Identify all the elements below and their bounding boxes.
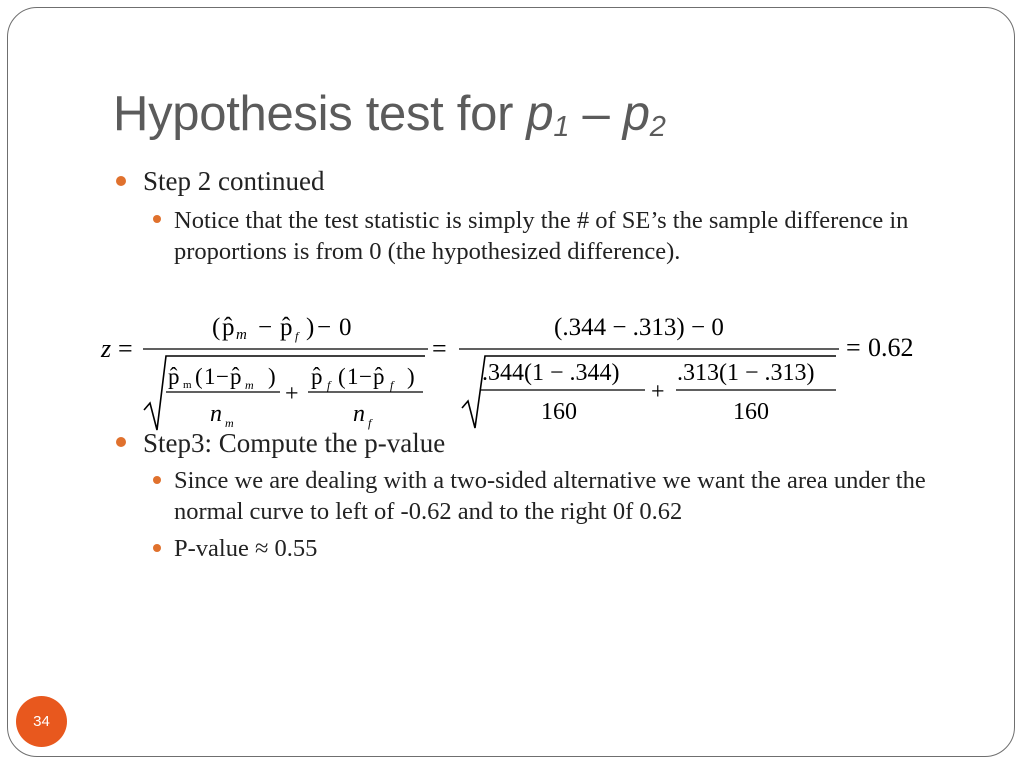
rad3-den: 160 [541, 399, 577, 425]
rad1-sub-m: m [183, 379, 192, 391]
bullet-notice: Notice that the test statistic is simply the # of SE’s the sample difference in proportions is from 0 (the hypothesized difference). [174, 207, 909, 265]
rad-plus-2: + [651, 379, 665, 405]
rad2-lparen: ( [338, 364, 346, 389]
rad2-pf: p̂ [311, 364, 323, 389]
rad1-rparen: ) [268, 364, 276, 389]
rad1-pm-2: p̂ [230, 364, 242, 389]
formula-result: 0.62 [868, 333, 914, 362]
title-dash: – [569, 87, 623, 141]
formula-eq-3: = [846, 333, 861, 362]
formula-eq-1: = [118, 334, 133, 363]
num-zero: 0 [339, 314, 352, 341]
rad1-one: 1 [204, 364, 216, 389]
bullet-since: Since we are dealing with a two-sided alternative we want the area under the normal curve to left of -0.62 and to the right 0f 0.62 [174, 467, 926, 525]
rad1-lparen: ( [195, 364, 203, 389]
rad4-num: .313(1 − .313) [677, 360, 815, 386]
page-number-badge: 34 [16, 696, 67, 747]
formula-z: z [101, 334, 112, 363]
rad2-sub-f-2: f [390, 378, 394, 392]
num-sub-f: f [295, 329, 299, 343]
bullet-step3: Step3: Compute the p-value [143, 428, 446, 458]
bullet-dot [153, 476, 161, 484]
rad1-minus: − [216, 364, 229, 389]
rad1-sub-nm: m [225, 416, 234, 430]
rad2-one: 1 [347, 364, 359, 389]
rad1-n: n [210, 401, 222, 427]
rad1-pm: p̂ [168, 364, 180, 389]
title-sub1: 1 [553, 111, 570, 143]
rad3-num: .344(1 − .344) [482, 360, 620, 386]
title-sub2: 2 [649, 111, 666, 143]
rad2-sub-f: f [327, 378, 331, 392]
rad4-den: 160 [733, 399, 769, 425]
num-pf: p̂ [280, 314, 293, 341]
formula-eq-2: = [432, 334, 447, 363]
rad1-plus: + [285, 381, 299, 407]
rad2-pf-2: p̂ [373, 364, 385, 389]
num-minus-2: − [317, 314, 332, 341]
rad2-sub-nf: f [368, 416, 372, 430]
rad2-n: n [353, 401, 365, 427]
bullet-dot [153, 544, 161, 552]
rad1-sub-m-2: m [245, 378, 254, 392]
num-lparen: ( [212, 314, 221, 341]
num-rparen: ) [306, 314, 315, 341]
num2: (.344 − .313) − 0 [554, 314, 724, 341]
num-minus: − [258, 314, 273, 341]
title-p2: p [622, 87, 650, 141]
num-sub-m: m [236, 327, 247, 343]
bullet-pvalue: P-value ≈ 0.55 [174, 535, 318, 562]
bullet-dot [116, 437, 126, 447]
title-prefix: Hypothesis test for [113, 87, 527, 141]
bullet-step2: Step 2 continued [143, 166, 325, 196]
rad2-rparen: ) [407, 364, 415, 389]
num-pm: p̂ [222, 314, 235, 341]
title-p1: p [526, 87, 554, 141]
rad2-minus: − [359, 364, 372, 389]
